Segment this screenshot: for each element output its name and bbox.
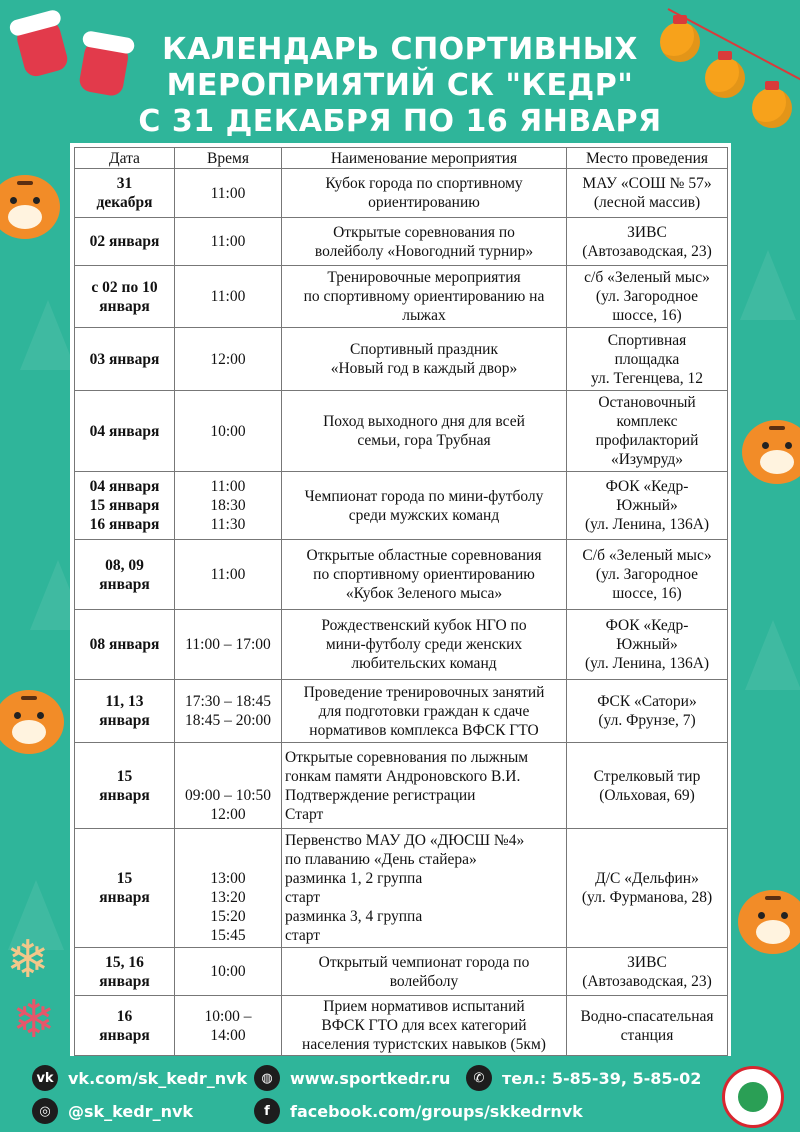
table-header-row (75, 148, 728, 169)
cell-date: 15 января (75, 829, 175, 948)
cell-name: Открытые соревнования по волейболу «Новогодний турнир» (282, 218, 567, 266)
ornament-decoration (705, 58, 745, 98)
cell-time: 10:00 (175, 391, 282, 472)
cell-time: 10:00 (175, 948, 282, 996)
site-link[interactable] (254, 1065, 450, 1091)
cell-date: с 02 по 10 января (75, 266, 175, 328)
table-row (75, 829, 728, 948)
snowflake-icon: ❄ (12, 992, 56, 1049)
tiger-decoration (0, 175, 60, 239)
table-row (75, 948, 728, 996)
table-row (75, 266, 728, 328)
header-place: Место проведения (567, 148, 728, 169)
cell-time: 11:00 18:30 11:30 (175, 472, 282, 540)
table-row (75, 472, 728, 540)
footer (0, 1060, 800, 1132)
table-row (75, 743, 728, 829)
title-line-3: С 31 ДЕКАБРЯ ПО 16 ЯНВАРЯ (138, 104, 662, 139)
cell-date: 31 декабря (75, 169, 175, 218)
club-logo (722, 1066, 784, 1128)
cell-name: Кубок города по спортивному ориентированию (282, 169, 567, 218)
cell-time: 11:00 – 17:00 (175, 610, 282, 680)
cell-place: Д/С «Дельфин» (ул. Фурманова, 28) (567, 829, 728, 948)
facebook-link[interactable] (254, 1098, 583, 1124)
vk-link[interactable] (32, 1065, 247, 1091)
cell-place: ФОК «Кедр- Южный» (ул. Ленина, 136А) (567, 610, 728, 680)
cell-name: Открытые соревнования по лыжным гонкам памяти Андроновского В.И. Подтверждение регистрации Старт (282, 743, 567, 829)
instagram-text: @sk_kedr_nvk (68, 1101, 194, 1121)
cell-place: Спортивная площадка ул. Тегенцева, 12 (567, 328, 728, 391)
tree-decoration (20, 300, 76, 370)
cell-name: Открытый чемпионат города по волейболу (282, 948, 567, 996)
cell-place: С/б «Зеленый мыс» (ул. Загородное шоссе, 16) (567, 540, 728, 610)
cell-time: 12:00 (175, 328, 282, 391)
cell-place: Водно-спасательная станция (567, 996, 728, 1056)
cell-date: 16 января (75, 996, 175, 1056)
cell-time: 17:30 – 18:45 18:45 – 20:00 (175, 680, 282, 743)
cell-time: 13:00 13:20 15:20 15:45 (175, 829, 282, 948)
cell-name: Тренировочные мероприятия по спортивному ориентированию на лыжах (282, 266, 567, 328)
cell-name: Открытые областные соревнования по спортивному ориентированию «Кубок Зеленого мыса» (282, 540, 567, 610)
globe-icon: ◍ (254, 1065, 280, 1091)
events-table (74, 147, 728, 1056)
cell-place: ФОК «Кедр- Южный» (ул. Ленина, 136А) (567, 472, 728, 540)
cell-place: ЗИВС (Автозаводская, 23) (567, 948, 728, 996)
facebook-text: facebook.com/groups/skkedrnvk (290, 1101, 583, 1121)
page-title (110, 32, 690, 140)
cell-name: Первенство МАУ ДО «ДЮСШ №4» по плаванию «День стайера» разминка 1, 2 группа старт разминка 3, 4 группа старт (282, 829, 567, 948)
table-row (75, 540, 728, 610)
tiger-decoration (0, 690, 64, 754)
cell-place: ФСК «Сатори» (ул. Фрунзе, 7) (567, 680, 728, 743)
header-time: Время (175, 148, 282, 169)
cell-time: 11:00 (175, 266, 282, 328)
cell-name: Рождественский кубок НГО по мини-футболу среди женских любительских команд (282, 610, 567, 680)
cell-place: с/б «Зеленый мыс» (ул. Загородное шоссе, 16) (567, 266, 728, 328)
vk-icon: vk (32, 1065, 58, 1091)
cell-time: 11:00 (175, 540, 282, 610)
cell-name: Спортивный праздник «Новый год в каждый двор» (282, 328, 567, 391)
cell-name: Проведение тренировочных занятий для подготовки граждан к сдаче нормативов комплекса ВФСК ГТО (282, 680, 567, 743)
facebook-icon: f (254, 1098, 280, 1124)
header-date: Дата (75, 148, 175, 169)
tiger-decoration (738, 890, 800, 954)
instagram-link[interactable] (32, 1098, 193, 1124)
header-name: Наименование мероприятия (282, 148, 567, 169)
cell-place: ЗИВС (Автозаводская, 23) (567, 218, 728, 266)
cell-name: Чемпионат города по мини-футболу среди мужских команд (282, 472, 567, 540)
cell-date: 11, 13 января (75, 680, 175, 743)
cell-place: МАУ «СОШ № 57» (лесной массив) (567, 169, 728, 218)
title-line-1: КАЛЕНДАРЬ СПОРТИВНЫХ (162, 32, 638, 67)
cell-date: 08, 09 января (75, 540, 175, 610)
cell-date: 03 января (75, 328, 175, 391)
mitten-decoration (14, 17, 70, 79)
phone-icon: ✆ (466, 1065, 492, 1091)
cell-time: 11:00 (175, 169, 282, 218)
table-row (75, 328, 728, 391)
title-line-2: МЕРОПРИЯТИЙ СК "КЕДР" (166, 68, 634, 103)
tiger-decoration (742, 420, 800, 484)
table-row (75, 169, 728, 218)
cell-date: 02 января (75, 218, 175, 266)
instagram-icon: ◎ (32, 1098, 58, 1124)
table-row (75, 610, 728, 680)
cell-date: 15 января (75, 743, 175, 829)
cell-place: Остановочный комплекс профилакторий «Изумруд» (567, 391, 728, 472)
table-row (75, 218, 728, 266)
cell-date: 04 января 15 января 16 января (75, 472, 175, 540)
phone-info[interactable] (466, 1065, 701, 1091)
cell-time: 11:00 (175, 218, 282, 266)
cell-time: 09:00 – 10:50 12:00 (175, 743, 282, 829)
snowflake-icon: ❄ (6, 932, 50, 989)
vk-text: vk.com/sk_kedr_nvk (68, 1068, 248, 1088)
cell-date: 15, 16 января (75, 948, 175, 996)
cell-name: Поход выходного дня для всей семьи, гора Трубная (282, 391, 567, 472)
cell-time: 10:00 – 14:00 (175, 996, 282, 1056)
phone-text: тел.: 5-85-39, 5-85-02 (502, 1068, 702, 1088)
table-row (75, 391, 728, 472)
cell-date: 04 января (75, 391, 175, 472)
table-row (75, 680, 728, 743)
cell-name: Прием нормативов испытаний ВФСК ГТО для всех категорий населения туристских навыков (5км) (282, 996, 567, 1056)
cell-date: 08 января (75, 610, 175, 680)
tree-decoration (745, 620, 800, 690)
tree-decoration (740, 250, 796, 320)
ornament-decoration (752, 88, 792, 128)
cell-place: Стрелковый тир (Ольховая, 69) (567, 743, 728, 829)
table-row (75, 996, 728, 1056)
site-text: www.sportkedr.ru (290, 1068, 451, 1088)
